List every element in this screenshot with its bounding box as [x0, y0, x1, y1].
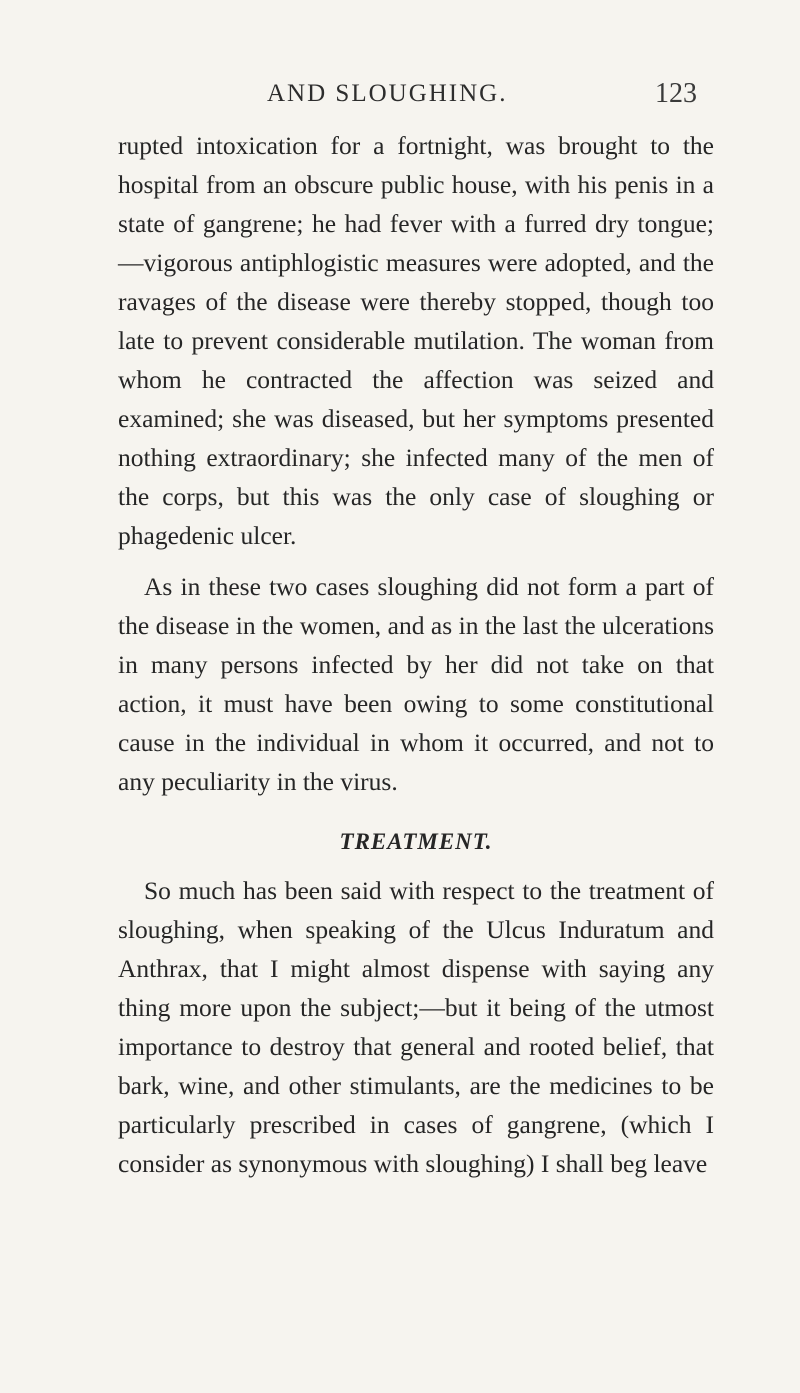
running-title: AND SLOUGHING.	[267, 80, 508, 107]
section-heading: TREATMENT.	[339, 829, 493, 854]
paragraph-continued: rupted intoxication for a fortnight, was brought to the hospital from an obscure public house, with his penis in a state of gangrene; he had fever with a furred dry tongue;—vigorous antiphlogistic measures were adopted, and the ravages of the disease were thereby stopped, though too late to prevent considerable mutilation. The woman from whom he contracted the affection was seized and examined; she was diseased, but her symptoms presented nothing extraordinary; she infected many of the men of the corps, but this was the only case of sloughing or phagedenic ulcer.	[118, 131, 714, 550]
body-text	[118, 126, 714, 1183]
page-number: 123	[655, 78, 697, 109]
paragraph: As in these two cases sloughing did not form a part of the disease in the women, and as in the last the ulcerations in many persons infected by her did not take on that action, it must have been owing to some constitutional cause in the individual in whom it occurred, and not to any peculiarity in the virus.	[118, 572, 714, 796]
running-header	[0, 80, 800, 120]
paragraph: So much has been said with respect to the treatment of sloughing, when speaking of the Ulcus Induratum and Anthrax, that I might almost dispense with saying any thing more upon the subject;—but it being of the utmost importance to destroy that general and rooted belief, that bark, wine, and other stimulants, are the medicines to be particularly prescribed in cases of gangrene, (which I consider as synonymous with sloughing) I shall beg leave	[118, 876, 714, 1178]
